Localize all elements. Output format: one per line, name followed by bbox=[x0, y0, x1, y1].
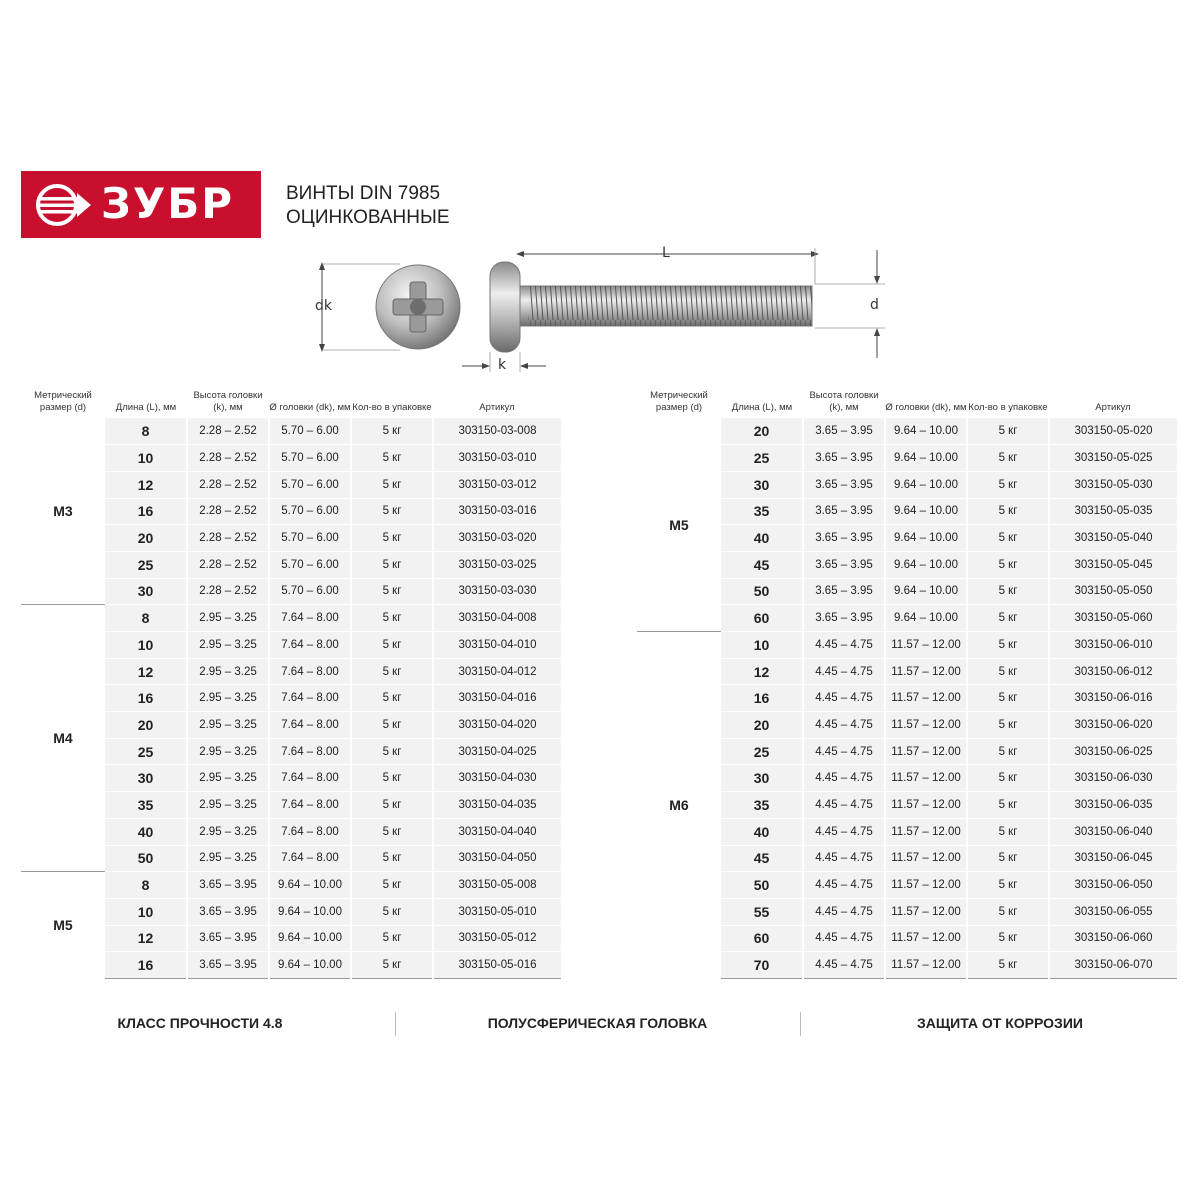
article-cell: 303150-05-030 bbox=[1049, 471, 1177, 498]
head-diameter-cell: 5.70 – 6.00 bbox=[269, 471, 351, 498]
article-cell: 303150-05-035 bbox=[1049, 498, 1177, 525]
head-diameter-cell: 5.70 – 6.00 bbox=[269, 418, 351, 445]
table-row bbox=[637, 632, 1177, 659]
head-height-cell: 3.65 – 3.95 bbox=[803, 551, 885, 578]
product-title bbox=[286, 182, 450, 230]
pack-cell: 5 кг bbox=[967, 818, 1049, 845]
length-cell: 12 bbox=[105, 925, 187, 952]
head-height-cell: 4.45 – 4.75 bbox=[803, 765, 885, 792]
article-cell: 303150-06-012 bbox=[1049, 658, 1177, 685]
head-diameter-cell: 11.57 – 12.00 bbox=[885, 632, 967, 659]
label-d: d bbox=[870, 297, 879, 313]
size-cell: M3 bbox=[21, 418, 105, 605]
head-diameter-cell: 5.70 – 6.00 bbox=[269, 525, 351, 552]
header-size: Метрический размер (d) bbox=[34, 390, 92, 413]
length-cell: 30 bbox=[105, 578, 187, 605]
pack-cell: 5 кг bbox=[967, 925, 1049, 952]
length-cell: 35 bbox=[721, 792, 803, 819]
header-size: Метрический размер (d) bbox=[650, 390, 708, 413]
pack-cell: 5 кг bbox=[351, 925, 433, 952]
article-cell: 303150-03-008 bbox=[433, 418, 561, 445]
length-cell: 20 bbox=[105, 525, 187, 552]
head-height-cell: 4.45 – 4.75 bbox=[803, 872, 885, 899]
article-cell: 303150-06-010 bbox=[1049, 632, 1177, 659]
size-cell: M5 bbox=[21, 872, 105, 979]
head-height-cell: 2.95 – 3.25 bbox=[187, 738, 269, 765]
article-cell: 303150-05-010 bbox=[433, 898, 561, 925]
head-height-cell: 3.65 – 3.95 bbox=[803, 498, 885, 525]
pack-cell: 5 кг bbox=[967, 765, 1049, 792]
head-height-cell: 2.95 – 3.25 bbox=[187, 712, 269, 739]
head-height-cell: 2.95 – 3.25 bbox=[187, 685, 269, 712]
length-cell: 30 bbox=[721, 471, 803, 498]
length-cell: 8 bbox=[105, 872, 187, 899]
head-height-cell: 4.45 – 4.75 bbox=[803, 632, 885, 659]
article-cell: 303150-03-030 bbox=[433, 578, 561, 605]
length-cell: 12 bbox=[105, 471, 187, 498]
head-diameter-cell: 7.64 – 8.00 bbox=[269, 818, 351, 845]
article-cell: 303150-06-016 bbox=[1049, 685, 1177, 712]
head-diameter-cell: 7.64 – 8.00 bbox=[269, 632, 351, 659]
pack-cell: 5 кг bbox=[967, 471, 1049, 498]
article-cell: 303150-05-012 bbox=[433, 925, 561, 952]
article-cell: 303150-05-045 bbox=[1049, 551, 1177, 578]
footer-divider bbox=[395, 1012, 396, 1036]
pack-cell: 5 кг bbox=[351, 738, 433, 765]
article-cell: 303150-05-060 bbox=[1049, 605, 1177, 632]
head-height-cell: 4.45 – 4.75 bbox=[803, 738, 885, 765]
head-height-cell: 2.28 – 2.52 bbox=[187, 525, 269, 552]
article-cell: 303150-04-030 bbox=[433, 765, 561, 792]
head-diameter-cell: 9.64 – 10.00 bbox=[885, 551, 967, 578]
article-cell: 303150-05-050 bbox=[1049, 578, 1177, 605]
article-cell: 303150-05-040 bbox=[1049, 525, 1177, 552]
head-height-cell: 3.65 – 3.95 bbox=[803, 525, 885, 552]
pack-cell: 5 кг bbox=[351, 872, 433, 899]
header-head-height: Высота головки (k), мм bbox=[193, 390, 263, 413]
pack-cell: 5 кг bbox=[351, 605, 433, 632]
head-height-cell: 2.28 – 2.52 bbox=[187, 445, 269, 472]
article-cell: 303150-03-025 bbox=[433, 551, 561, 578]
length-cell: 60 bbox=[721, 605, 803, 632]
pack-cell: 5 кг bbox=[967, 525, 1049, 552]
article-cell: 303150-04-035 bbox=[433, 792, 561, 819]
header-head-height: Высота головки (k), мм bbox=[809, 390, 879, 413]
article-cell: 303150-05-020 bbox=[1049, 418, 1177, 445]
header-head-diameter: Ø головки (dk), мм bbox=[269, 402, 351, 413]
head-height-cell: 3.65 – 3.95 bbox=[803, 578, 885, 605]
head-diameter-cell: 5.70 – 6.00 bbox=[269, 578, 351, 605]
pack-cell: 5 кг bbox=[967, 658, 1049, 685]
pack-cell: 5 кг bbox=[351, 792, 433, 819]
spec-table-right bbox=[637, 390, 1177, 979]
length-cell: 10 bbox=[105, 898, 187, 925]
label-dk: dk bbox=[315, 298, 332, 314]
pack-cell: 5 кг bbox=[351, 418, 433, 445]
head-height-cell: 4.45 – 4.75 bbox=[803, 658, 885, 685]
head-diameter-cell: 7.64 – 8.00 bbox=[269, 792, 351, 819]
length-cell: 50 bbox=[721, 578, 803, 605]
pack-cell: 5 кг bbox=[351, 658, 433, 685]
feature-head: ПОЛУСФЕРИЧЕСКАЯ ГОЛОВКА bbox=[487, 1015, 708, 1031]
article-cell: 303150-06-060 bbox=[1049, 925, 1177, 952]
length-cell: 16 bbox=[105, 498, 187, 525]
pack-cell: 5 кг bbox=[351, 952, 433, 979]
pack-cell: 5 кг bbox=[351, 685, 433, 712]
pack-cell: 5 кг bbox=[967, 872, 1049, 899]
head-diameter-cell: 11.57 – 12.00 bbox=[885, 792, 967, 819]
length-cell: 16 bbox=[105, 685, 187, 712]
head-height-cell: 2.95 – 3.25 bbox=[187, 658, 269, 685]
size-cell: M4 bbox=[21, 605, 105, 872]
length-cell: 16 bbox=[721, 685, 803, 712]
pack-cell: 5 кг bbox=[967, 445, 1049, 472]
head-diameter-cell: 11.57 – 12.00 bbox=[885, 685, 967, 712]
head-height-cell: 2.28 – 2.52 bbox=[187, 418, 269, 445]
length-cell: 20 bbox=[721, 712, 803, 739]
head-diameter-cell: 7.64 – 8.00 bbox=[269, 658, 351, 685]
spec-table-left bbox=[21, 390, 561, 979]
head-height-cell: 4.45 – 4.75 bbox=[803, 818, 885, 845]
product-title-line2: ОЦИНКОВАННЫЕ bbox=[286, 207, 450, 228]
pack-cell: 5 кг bbox=[351, 712, 433, 739]
size-cell: M5 bbox=[637, 418, 721, 632]
pack-cell: 5 кг bbox=[351, 898, 433, 925]
head-diameter-cell: 5.70 – 6.00 bbox=[269, 498, 351, 525]
head-height-cell: 3.65 – 3.95 bbox=[803, 418, 885, 445]
pack-cell: 5 кг bbox=[351, 445, 433, 472]
article-cell: 303150-06-030 bbox=[1049, 765, 1177, 792]
article-cell: 303150-06-020 bbox=[1049, 712, 1177, 739]
head-diameter-cell: 5.70 – 6.00 bbox=[269, 551, 351, 578]
length-cell: 20 bbox=[721, 418, 803, 445]
head-diameter-cell: 11.57 – 12.00 bbox=[885, 898, 967, 925]
article-cell: 303150-05-025 bbox=[1049, 445, 1177, 472]
header-article: Артикул bbox=[1095, 402, 1131, 413]
length-cell: 30 bbox=[105, 765, 187, 792]
brand-arrow-icon bbox=[35, 183, 91, 227]
pack-cell: 5 кг bbox=[967, 605, 1049, 632]
length-cell: 25 bbox=[721, 445, 803, 472]
pack-cell: 5 кг bbox=[967, 685, 1049, 712]
article-cell: 303150-06-025 bbox=[1049, 738, 1177, 765]
feature-footer bbox=[0, 1012, 1200, 1036]
length-cell: 30 bbox=[721, 765, 803, 792]
length-cell: 45 bbox=[721, 845, 803, 872]
head-diameter-cell: 11.57 – 12.00 bbox=[885, 845, 967, 872]
pack-cell: 5 кг bbox=[351, 525, 433, 552]
feature-corrosion: ЗАЩИТА ОТ КОРРОЗИИ bbox=[917, 1015, 1083, 1031]
head-diameter-cell: 7.64 – 8.00 bbox=[269, 765, 351, 792]
head-diameter-cell: 9.64 – 10.00 bbox=[885, 445, 967, 472]
product-title-line1: ВИНТЫ DIN 7985 bbox=[286, 183, 441, 204]
pack-cell: 5 кг bbox=[967, 898, 1049, 925]
pack-cell: 5 кг bbox=[967, 845, 1049, 872]
pack-cell: 5 кг bbox=[967, 578, 1049, 605]
article-cell: 303150-03-010 bbox=[433, 445, 561, 472]
head-diameter-cell: 11.57 – 12.00 bbox=[885, 658, 967, 685]
head-height-cell: 2.28 – 2.52 bbox=[187, 551, 269, 578]
head-height-cell: 3.65 – 3.95 bbox=[803, 445, 885, 472]
pack-cell: 5 кг bbox=[967, 738, 1049, 765]
screw-diagram bbox=[300, 240, 900, 380]
head-height-cell: 4.45 – 4.75 bbox=[803, 845, 885, 872]
article-cell: 303150-06-070 bbox=[1049, 952, 1177, 979]
head-height-cell: 3.65 – 3.95 bbox=[187, 898, 269, 925]
head-height-cell: 2.28 – 2.52 bbox=[187, 578, 269, 605]
head-height-cell: 2.95 – 3.25 bbox=[187, 632, 269, 659]
pack-cell: 5 кг bbox=[967, 712, 1049, 739]
head-height-cell: 2.95 – 3.25 bbox=[187, 818, 269, 845]
pack-cell: 5 кг bbox=[351, 551, 433, 578]
length-cell: 8 bbox=[105, 418, 187, 445]
article-cell: 303150-04-025 bbox=[433, 738, 561, 765]
head-diameter-cell: 7.64 – 8.00 bbox=[269, 685, 351, 712]
table-header-row bbox=[21, 390, 561, 418]
length-cell: 20 bbox=[105, 712, 187, 739]
header-article: Артикул bbox=[479, 402, 515, 413]
head-diameter-cell: 7.64 – 8.00 bbox=[269, 738, 351, 765]
head-height-cell: 3.65 – 3.95 bbox=[187, 952, 269, 979]
head-diameter-cell: 11.57 – 12.00 bbox=[885, 765, 967, 792]
article-cell: 303150-03-020 bbox=[433, 525, 561, 552]
header-length: Длина (L), мм bbox=[115, 402, 177, 413]
brand-name: ЗУБР bbox=[101, 179, 235, 228]
article-cell: 303150-04-010 bbox=[433, 632, 561, 659]
length-cell: 55 bbox=[721, 898, 803, 925]
length-cell: 40 bbox=[721, 525, 803, 552]
head-diameter-cell: 7.64 – 8.00 bbox=[269, 605, 351, 632]
head-diameter-cell: 5.70 – 6.00 bbox=[269, 445, 351, 472]
article-cell: 303150-06-050 bbox=[1049, 872, 1177, 899]
pack-cell: 5 кг bbox=[351, 632, 433, 659]
length-cell: 25 bbox=[721, 738, 803, 765]
head-height-cell: 3.65 – 3.95 bbox=[187, 925, 269, 952]
header-length: Длина (L), мм bbox=[731, 402, 793, 413]
head-diameter-cell: 7.64 – 8.00 bbox=[269, 845, 351, 872]
length-cell: 12 bbox=[721, 658, 803, 685]
head-diameter-cell: 7.64 – 8.00 bbox=[269, 712, 351, 739]
article-cell: 303150-03-012 bbox=[433, 471, 561, 498]
head-height-cell: 3.65 – 3.95 bbox=[803, 471, 885, 498]
length-cell: 45 bbox=[721, 551, 803, 578]
head-diameter-cell: 9.64 – 10.00 bbox=[269, 925, 351, 952]
length-cell: 50 bbox=[721, 872, 803, 899]
length-cell: 8 bbox=[105, 605, 187, 632]
head-diameter-cell: 11.57 – 12.00 bbox=[885, 818, 967, 845]
length-cell: 40 bbox=[721, 818, 803, 845]
pack-cell: 5 кг bbox=[967, 952, 1049, 979]
head-diameter-cell: 11.57 – 12.00 bbox=[885, 925, 967, 952]
article-cell: 303150-06-040 bbox=[1049, 818, 1177, 845]
header-pack: Кол-во в упаковке bbox=[352, 402, 432, 413]
head-diameter-cell: 11.57 – 12.00 bbox=[885, 952, 967, 979]
pack-cell: 5 кг bbox=[351, 845, 433, 872]
head-height-cell: 2.95 – 3.25 bbox=[187, 605, 269, 632]
feature-strength: КЛАСС ПРОЧНОСТИ 4.8 bbox=[117, 1015, 283, 1031]
table-row bbox=[21, 872, 561, 899]
pack-cell: 5 кг bbox=[351, 498, 433, 525]
pack-cell: 5 кг bbox=[351, 471, 433, 498]
head-height-cell: 2.28 – 2.52 bbox=[187, 471, 269, 498]
length-cell: 16 bbox=[105, 952, 187, 979]
table-row bbox=[21, 605, 561, 632]
header-pack: Кол-во в упаковке bbox=[968, 402, 1048, 413]
length-cell: 35 bbox=[105, 792, 187, 819]
head-diameter-cell: 9.64 – 10.00 bbox=[885, 498, 967, 525]
pack-cell: 5 кг bbox=[967, 418, 1049, 445]
length-cell: 12 bbox=[105, 658, 187, 685]
length-cell: 10 bbox=[105, 445, 187, 472]
article-cell: 303150-04-008 bbox=[433, 605, 561, 632]
length-cell: 60 bbox=[721, 925, 803, 952]
pack-cell: 5 кг bbox=[351, 765, 433, 792]
head-diameter-cell: 9.64 – 10.00 bbox=[885, 471, 967, 498]
head-height-cell: 4.45 – 4.75 bbox=[803, 685, 885, 712]
pack-cell: 5 кг bbox=[967, 551, 1049, 578]
head-height-cell: 2.95 – 3.25 bbox=[187, 765, 269, 792]
head-height-cell: 2.95 – 3.25 bbox=[187, 792, 269, 819]
head-diameter-cell: 9.64 – 10.00 bbox=[269, 872, 351, 899]
length-cell: 35 bbox=[721, 498, 803, 525]
length-cell: 50 bbox=[105, 845, 187, 872]
head-diameter-cell: 9.64 – 10.00 bbox=[885, 578, 967, 605]
table-row bbox=[21, 418, 561, 445]
length-cell: 70 bbox=[721, 952, 803, 979]
article-cell: 303150-06-045 bbox=[1049, 845, 1177, 872]
head-diameter-cell: 11.57 – 12.00 bbox=[885, 738, 967, 765]
article-cell: 303150-04-020 bbox=[433, 712, 561, 739]
article-cell: 303150-06-035 bbox=[1049, 792, 1177, 819]
head-diameter-cell: 9.64 – 10.00 bbox=[885, 525, 967, 552]
head-height-cell: 4.45 – 4.75 bbox=[803, 898, 885, 925]
table-header-row bbox=[637, 390, 1177, 418]
table-row bbox=[637, 418, 1177, 445]
article-cell: 303150-05-008 bbox=[433, 872, 561, 899]
head-diameter-cell: 9.64 – 10.00 bbox=[885, 418, 967, 445]
label-L: L bbox=[662, 245, 670, 261]
article-cell: 303150-05-016 bbox=[433, 952, 561, 979]
label-k: k bbox=[498, 357, 507, 373]
article-cell: 303150-06-055 bbox=[1049, 898, 1177, 925]
pack-cell: 5 кг bbox=[351, 818, 433, 845]
length-cell: 10 bbox=[105, 632, 187, 659]
article-cell: 303150-04-012 bbox=[433, 658, 561, 685]
footer-divider bbox=[800, 1012, 801, 1036]
head-height-cell: 4.45 – 4.75 bbox=[803, 925, 885, 952]
pack-cell: 5 кг bbox=[351, 578, 433, 605]
screw-drawing bbox=[300, 240, 900, 380]
pack-cell: 5 кг bbox=[967, 632, 1049, 659]
head-height-cell: 4.45 – 4.75 bbox=[803, 792, 885, 819]
article-cell: 303150-03-016 bbox=[433, 498, 561, 525]
length-cell: 25 bbox=[105, 738, 187, 765]
header-head-diameter: Ø головки (dk), мм bbox=[885, 402, 967, 413]
head-diameter-cell: 9.64 – 10.00 bbox=[885, 605, 967, 632]
pack-cell: 5 кг bbox=[967, 498, 1049, 525]
head-height-cell: 2.28 – 2.52 bbox=[187, 498, 269, 525]
article-cell: 303150-04-016 bbox=[433, 685, 561, 712]
head-diameter-cell: 9.64 – 10.00 bbox=[269, 898, 351, 925]
head-diameter-cell: 9.64 – 10.00 bbox=[269, 952, 351, 979]
head-height-cell: 4.45 – 4.75 bbox=[803, 712, 885, 739]
length-cell: 10 bbox=[721, 632, 803, 659]
pack-cell: 5 кг bbox=[967, 792, 1049, 819]
head-height-cell: 3.65 – 3.95 bbox=[803, 605, 885, 632]
head-diameter-cell: 11.57 – 12.00 bbox=[885, 712, 967, 739]
size-cell: M6 bbox=[637, 632, 721, 979]
article-cell: 303150-04-040 bbox=[433, 818, 561, 845]
head-height-cell: 2.95 – 3.25 bbox=[187, 845, 269, 872]
head-diameter-cell: 11.57 – 12.00 bbox=[885, 872, 967, 899]
brand-logo bbox=[21, 171, 261, 238]
head-height-cell: 4.45 – 4.75 bbox=[803, 952, 885, 979]
head-height-cell: 3.65 – 3.95 bbox=[187, 872, 269, 899]
article-cell: 303150-04-050 bbox=[433, 845, 561, 872]
length-cell: 40 bbox=[105, 818, 187, 845]
length-cell: 25 bbox=[105, 551, 187, 578]
